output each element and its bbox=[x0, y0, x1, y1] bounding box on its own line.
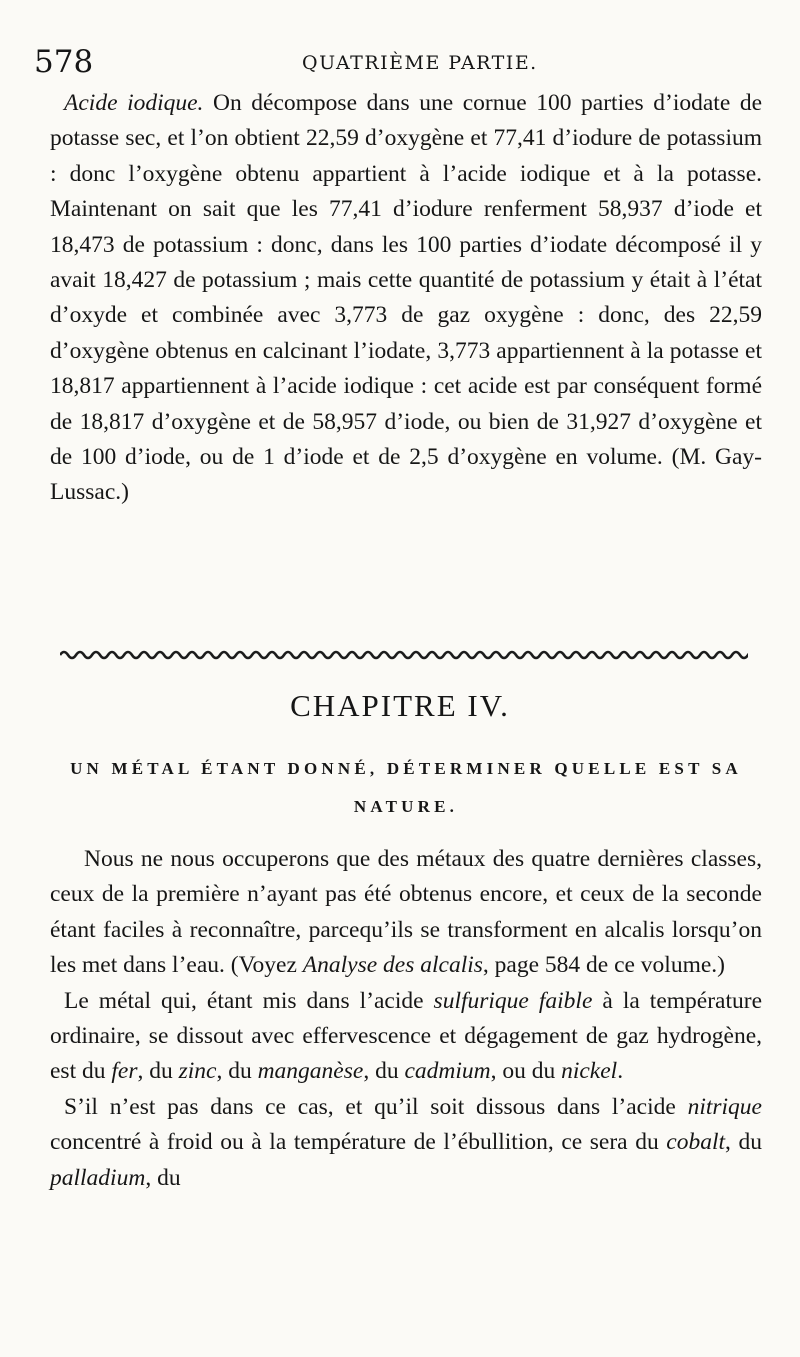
paragraph-text: , du bbox=[216, 1058, 258, 1085]
chapter-title: CHAPITRE IV. bbox=[290, 688, 510, 723]
paragraph bbox=[50, 842, 762, 984]
paragraph-text: à la température ordinaire, se dissout avec effervescence et dégagement de gaz hydrogène, est du bbox=[50, 987, 763, 1085]
italic-term: sulfurique faible bbox=[433, 987, 593, 1014]
page-header bbox=[34, 42, 754, 82]
paragraph-text: , du bbox=[363, 1058, 405, 1085]
italic-term: nitrique bbox=[687, 1093, 762, 1120]
paragraph-text: , du bbox=[145, 1164, 181, 1191]
paragraph-text: On décompose dans une cornue 100 parties d’iodate de potasse sec, et l’on obtient 22,59 d’oxygène et 77,41 d’iodure de potassium : donc l’oxygène obtenu appartient à l’acide iodique et à la potasse. Maintenant on sait que les 77,41 d’iodure renferment 58,937 d’iode et 18,473 de potassium : donc, dans les 100 parties d’iodate décomposé il y avait 18,427 de potassium ; mais cette quantité de potassium y était à l’état d’oxyde et combinée avec 3,773 de gaz oxygène : donc, des 22,59 d’oxygène obtenus en calcinant l’iodate, 3,773 appartiennent à la potasse et 18,817 appartiennent à l’acide iodique : cet acide est par conséquent formé de 18,817 d’oxygène et de 58,957 d’iode, ou bien de 31,927 d’oxygène et de 100 d’iode, ou de 1 d’iode et de 2,5 d’oxygène en volume. (M. Gay-Lussac.) bbox=[50, 90, 763, 506]
italic-term: fer bbox=[111, 1058, 138, 1085]
paragraph bbox=[50, 984, 762, 1090]
italic-term: manganèse bbox=[257, 1058, 364, 1085]
paragraph-text: , ou du bbox=[490, 1058, 562, 1085]
italic-term: cobalt bbox=[666, 1129, 726, 1156]
italic-term: nickel bbox=[561, 1058, 618, 1085]
italic-term: zinc bbox=[178, 1058, 217, 1085]
paragraph-text: Le métal qui, étant mis dans l’acide bbox=[64, 987, 434, 1014]
page-number: 578 bbox=[34, 44, 94, 80]
chapter-subtitle: UN MÉTAL ÉTANT DONNÉ, DÉTERMINER QUELLE EST SA NATURE. bbox=[70, 759, 742, 816]
running-head: QUATRIÈME PARTIE. bbox=[302, 52, 538, 74]
paragraph-text: , page 584 de ce volume.) bbox=[482, 952, 725, 979]
paragraph bbox=[50, 1090, 762, 1196]
paragraph-text: . bbox=[617, 1058, 624, 1085]
paragraph-text: , du bbox=[725, 1129, 763, 1156]
decorative-rule bbox=[60, 648, 748, 662]
section-acide-iodique bbox=[50, 86, 762, 511]
italic-term: cadmium bbox=[404, 1058, 491, 1085]
paragraph-text: S’il n’est pas dans ce cas, et qu’il soit dissous dans l’acide bbox=[64, 1093, 688, 1120]
paragraph-text: concentré à froid ou à la température de l’ébullition, ce sera du bbox=[50, 1129, 667, 1156]
italic-term: Analyse des alcalis bbox=[302, 952, 483, 979]
paragraph bbox=[50, 86, 762, 511]
italic-term: palladium bbox=[50, 1164, 146, 1191]
paragraph-lead: Acide iodique. bbox=[64, 90, 204, 116]
paragraph-text: , du bbox=[137, 1058, 179, 1085]
paragraph-text: Nous ne nous occuperons que des métaux des quatre dernières classes, ceux de la première n’ayant pas été obtenus encore, et ceux de la seconde étant faciles à reconnaître, parcequ’ils se transforment en alcalis lorsqu’on les met dans l’eau. (Voyez bbox=[50, 846, 762, 979]
section-chapter-body bbox=[50, 842, 762, 1196]
